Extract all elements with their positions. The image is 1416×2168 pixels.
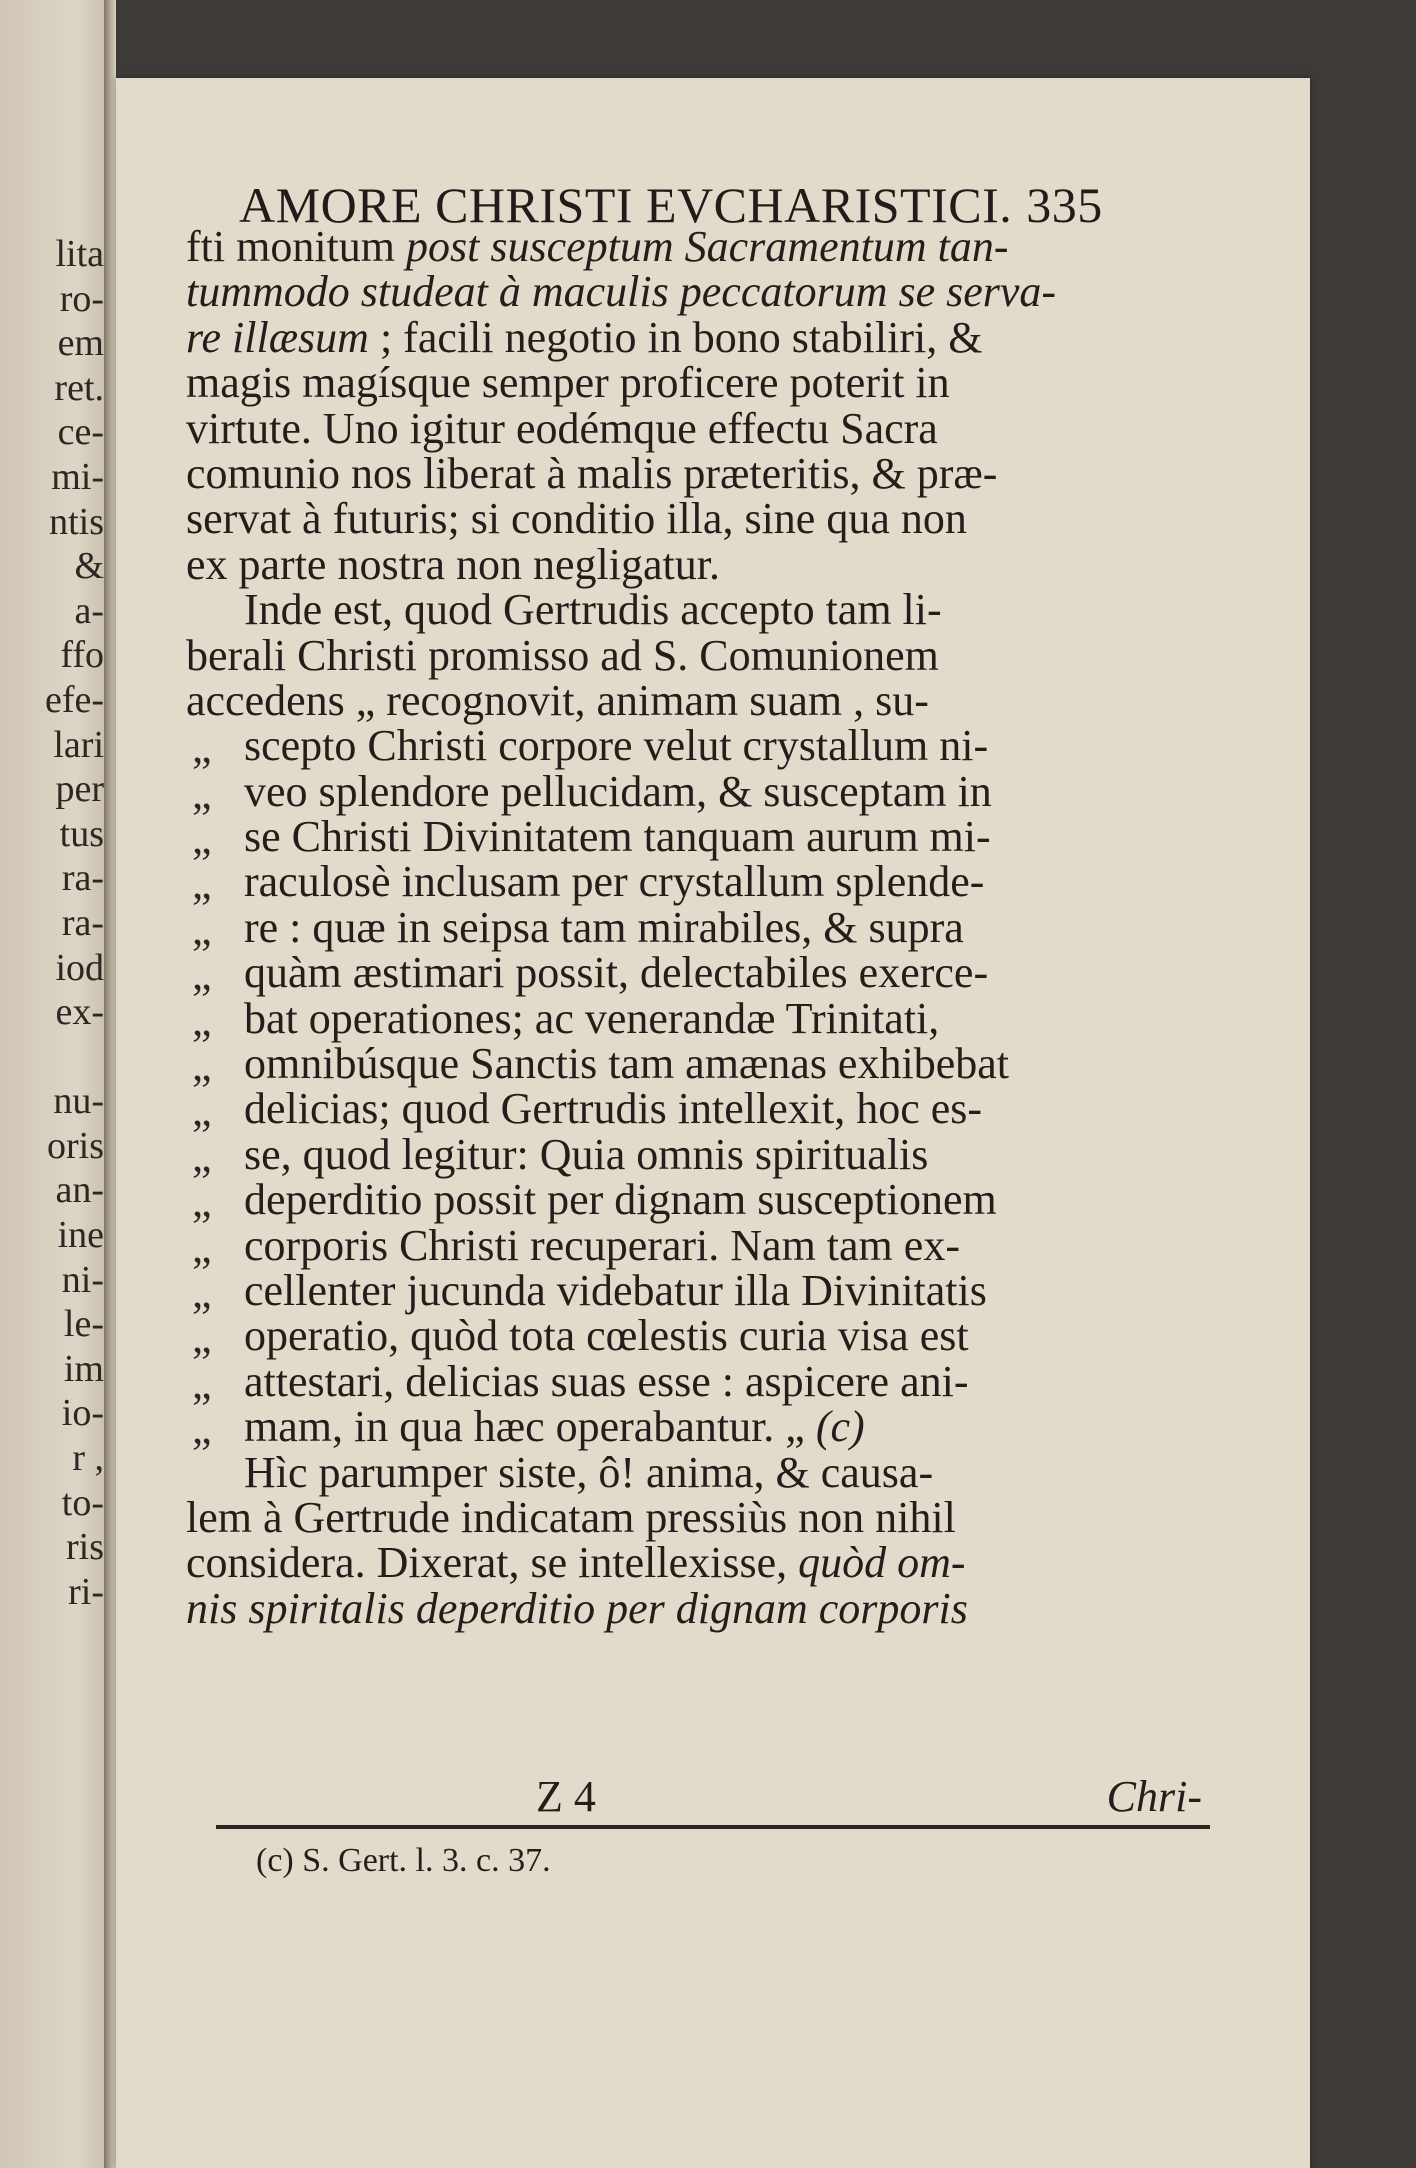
left-fragment: iod bbox=[55, 946, 104, 989]
text-line bbox=[186, 1175, 1216, 1225]
roman-text: accedens „ recognovit, animam suam , su- bbox=[186, 675, 929, 725]
text-line bbox=[186, 358, 1216, 408]
page-number: 335 bbox=[1026, 177, 1103, 233]
roman-text: delicias; quod Gertrudis intellexit, hoc es- bbox=[244, 1084, 983, 1134]
left-fragment bbox=[0, 1035, 104, 1080]
text-line bbox=[186, 630, 1216, 680]
left-fragment: to- bbox=[61, 1481, 104, 1524]
text-line bbox=[186, 857, 1216, 907]
text-line bbox=[186, 812, 1216, 862]
footnote-rule bbox=[216, 1825, 1210, 1829]
roman-text: operatio, quòd tota cœlestis curia visa est bbox=[244, 1311, 969, 1361]
roman-text: Inde est, quod Gertrudis accepto tam li- bbox=[244, 585, 942, 635]
left-page-fragment bbox=[0, 0, 108, 2168]
roman-text: se Christi Divinitatem tanquam aurum mi- bbox=[244, 812, 991, 862]
left-fragment: lari bbox=[53, 723, 104, 766]
text-line bbox=[186, 539, 1216, 589]
text-line bbox=[186, 993, 1216, 1043]
left-fragment: em bbox=[57, 322, 104, 365]
text-line bbox=[186, 1402, 1216, 1452]
left-fragment: per bbox=[55, 768, 104, 811]
text-line bbox=[186, 494, 1216, 544]
roman-text: attestari, delicias suas esse : aspicere ani- bbox=[244, 1356, 969, 1406]
roman-text: servat à futuris; si conditio illa, sine qua non bbox=[186, 494, 967, 544]
roman-text: veo splendore pellucidam, & susceptam in bbox=[244, 766, 992, 816]
left-fragment: im bbox=[63, 1347, 104, 1390]
roman-text: magis magísque semper proficere poterit in bbox=[186, 358, 950, 408]
body-text bbox=[186, 224, 1216, 1631]
book-page bbox=[116, 78, 1310, 2168]
text-line bbox=[186, 1265, 1216, 1315]
roman-text: comunio nos liberat à malis præteritis, & præ- bbox=[186, 448, 998, 498]
left-fragment: ri- bbox=[68, 1570, 104, 1613]
left-fragment: mi- bbox=[51, 455, 104, 498]
italic-text: (c) bbox=[815, 1402, 865, 1452]
roman-text: virtute. Uno igitur eodémque effectu Sacra bbox=[186, 403, 938, 453]
text-line bbox=[186, 224, 1216, 269]
text-line bbox=[186, 403, 1216, 453]
left-fragment: lita bbox=[55, 233, 104, 275]
left-fragment: ntis bbox=[49, 500, 104, 543]
left-fragment: efe- bbox=[44, 678, 104, 721]
text-line bbox=[186, 675, 1216, 725]
roman-text: fti monitum bbox=[186, 222, 406, 271]
left-fragment: ris bbox=[66, 1526, 104, 1569]
italic-text: re illæsum bbox=[186, 312, 369, 362]
left-fragment: tus bbox=[59, 812, 104, 855]
text-line bbox=[186, 1084, 1216, 1134]
text-line bbox=[186, 312, 1216, 362]
left-fragment: ex- bbox=[55, 991, 104, 1034]
roman-text: se, quod legitur: Quia omnis spiritualis bbox=[244, 1129, 929, 1179]
roman-text: omnibúsque Sanctis tam amænas exhibebat bbox=[244, 1039, 1009, 1089]
left-fragment: ro- bbox=[59, 277, 104, 320]
text-line bbox=[186, 1311, 1216, 1361]
roman-text: bat operationes; ac venerandæ Trinitati, bbox=[244, 993, 940, 1043]
text-line bbox=[186, 721, 1216, 771]
left-fragment: oris bbox=[47, 1124, 104, 1167]
roman-text: raculosè inclusam per crystallum splende- bbox=[244, 857, 985, 907]
text-line bbox=[186, 448, 1216, 498]
roman-text: considera. Dixerat, se intellexisse, bbox=[186, 1538, 799, 1588]
left-fragment: ret. bbox=[54, 366, 104, 409]
left-page-text bbox=[0, 232, 104, 1614]
roman-text: ; facili negotio in bono stabiliri, & bbox=[368, 312, 983, 362]
text-line bbox=[186, 267, 1216, 317]
left-fragment: ni- bbox=[61, 1258, 104, 1301]
text-line bbox=[186, 948, 1216, 998]
roman-text: berali Christi promisso ad S. Comunionem bbox=[186, 630, 939, 680]
text-line bbox=[186, 585, 1216, 635]
left-fragment: r , bbox=[72, 1437, 104, 1480]
left-fragment: an- bbox=[55, 1169, 104, 1212]
left-fragment: ce- bbox=[57, 411, 104, 454]
italic-text: quòd om- bbox=[798, 1538, 966, 1588]
text-line bbox=[186, 1220, 1216, 1270]
left-fragment: ra- bbox=[61, 857, 104, 900]
italic-text: post susceptum Sacramentum tan- bbox=[406, 222, 1009, 271]
roman-text: quàm æstimari possit, delectabiles exerce- bbox=[244, 948, 989, 998]
roman-text: cellenter jucunda videbatur illa Divinitatis bbox=[244, 1265, 987, 1315]
roman-text: re : quæ in seipsa tam mirabiles, & supra bbox=[244, 902, 964, 952]
book-gutter bbox=[104, 0, 116, 2168]
left-fragment: ffo bbox=[60, 634, 104, 677]
text-line bbox=[186, 766, 1216, 816]
roman-text: mam, in qua hæc operabantur. „ bbox=[244, 1402, 816, 1452]
roman-text: lem à Gertrude indicatam pressiùs non nihil bbox=[186, 1492, 956, 1542]
signature-mark: Z 4 bbox=[536, 1772, 596, 1821]
catchword: Chri- bbox=[1106, 1772, 1202, 1821]
left-fragment: nu- bbox=[53, 1080, 104, 1123]
text-line bbox=[186, 1039, 1216, 1089]
running-head-title: AMORE CHRISTI EVCHARISTICI. bbox=[239, 177, 1013, 233]
roman-text: Hìc parumper siste, ô! anima, & causa- bbox=[244, 1447, 934, 1497]
text-line bbox=[186, 1583, 1216, 1633]
roman-text: deperditio possit per dignam susceptionem bbox=[244, 1175, 997, 1225]
text-line bbox=[186, 1447, 1216, 1497]
italic-text: tummodo studeat à maculis peccatorum se serva- bbox=[186, 267, 1057, 317]
footnote: (c) S. Gert. l. 3. c. 37. bbox=[256, 1842, 551, 1879]
text-line bbox=[186, 1356, 1216, 1406]
left-fragment: ine bbox=[57, 1214, 104, 1257]
roman-text: corporis Christi recuperari. Nam tam ex- bbox=[244, 1220, 960, 1270]
text-line bbox=[186, 902, 1216, 952]
italic-text: nis spiritalis deperditio per dignam corporis bbox=[186, 1583, 968, 1633]
left-fragment: & bbox=[74, 545, 104, 588]
left-fragment: io- bbox=[61, 1392, 104, 1435]
text-line bbox=[186, 1538, 1216, 1588]
text-line bbox=[186, 1492, 1216, 1542]
left-fragment: ra- bbox=[61, 901, 104, 944]
roman-text: scepto Christi corpore velut crystallum ni- bbox=[244, 721, 989, 771]
roman-text: ex parte nostra non negligatur. bbox=[186, 539, 720, 589]
left-fragment: a- bbox=[74, 589, 104, 632]
text-line bbox=[186, 1129, 1216, 1179]
left-fragment: le- bbox=[63, 1303, 104, 1346]
